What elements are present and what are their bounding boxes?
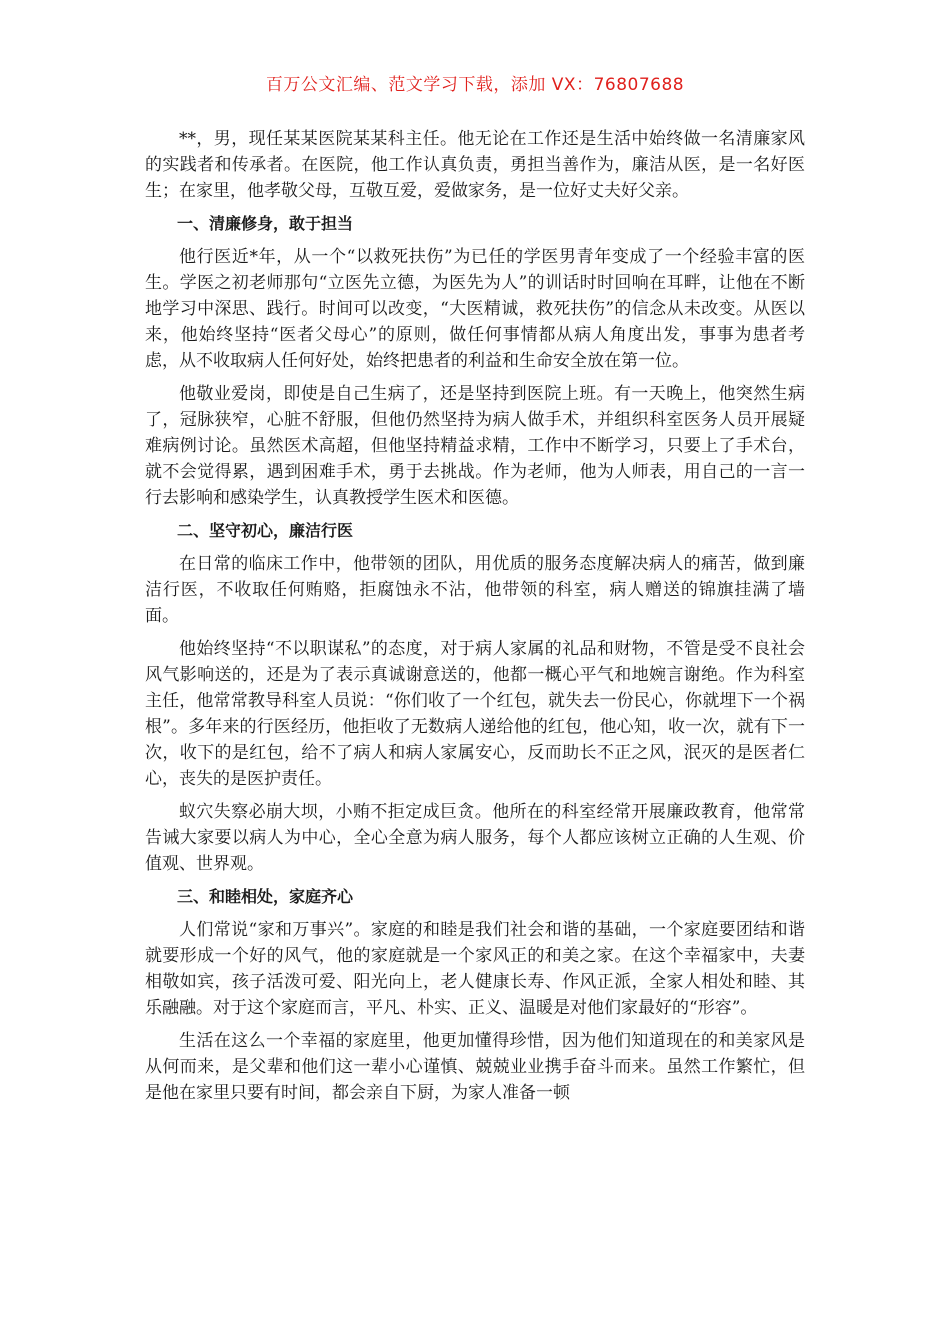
body-paragraph: 他敬业爱岗，即使是自己生病了，还是坚持到医院上班。有一天晚上，他突然生病了，冠脉狭窄，心脏不舒服，但他仍然坚持为病人做手术，并组织科室医务人员开展疑难病例讨论。虽然医术高超，但他坚持精益求精，工作中不断学习，只要上了手术台，就不会觉得累，遇到困难手术，勇于去挑战。作为老师，他为人师表，用自己的一言一行去影响和感染学生，认真教授学生医术和医德。 <box>145 384 805 508</box>
body-paragraph: 人们常说“家和万事兴”。家庭的和睦是我们社会和谐的基础，一个家庭要团结和谐就要形成一个好的风气，他的家庭就是一个家风正的和美之家。在这个幸福家中，夫妻相敬如宾，孩子活泼可爱、阳光向上，老人健康长寿、作风正派，全家人相处和睦、其乐融融。对于这个家庭而言，平凡、朴实、正义、温暖是对他们家最好的“形容”。 <box>145 920 805 1018</box>
body-paragraph: 生活在这么一个幸福的家庭里，他更加懂得珍惜，因为他们知道现在的和美家风是从何而来，是父辈和他们这一辈小心谨慎、兢兢业业携手奋斗而来。虽然工作繁忙，但是他在家里只要有时间，都会亲自下厨，为家人准备一顿 <box>145 1031 805 1103</box>
body-paragraph: 他行医近*年，从一个“以救死扶伤”为已任的学医男青年变成了一个经验丰富的医生。学医之初老师那句“立医先立德，为医先为人”的训话时时回响在耳畔，让他在不断地学习中深思、践行。时间可以改变，“大医精诚，救死扶伤”的信念从未改变。从医以来，他始终坚持“医者父母心”的原则，做任何事情都从病人角度出发，事事为患者考虑，从不收取病人任何好处，始终把患者的利益和生命安全放在第一位。 <box>145 247 805 371</box>
intro-paragraph: **，男，现任某某医院某某科主任。他无论在工作还是生活中始终做一名清廉家风的实践者和传承者。在医院，他工作认真负责，勇担当善作为，廉洁从医，是一名好医生；在家里，他孝敬父母，互敬互爱，爱做家务，是一位好丈夫好父亲。 <box>145 129 805 201</box>
section-heading-3: 三、和睦相处，家庭齐心 <box>177 887 354 906</box>
header-banner: 百万公文汇编、范文学习下载，添加 VX：76807688 <box>265 75 685 95</box>
body-paragraph: 在日常的临床工作中，他带领的团队，用优质的服务态度解决病人的痛苦，做到廉洁行医，不收取任何贿赂，拒腐蚀永不沾，他带领的科室，病人赠送的锦旗挂满了墙面。 <box>145 554 805 626</box>
section-heading-1: 一、清廉修身，敢于担当 <box>177 214 354 233</box>
document-body <box>145 126 805 1113</box>
body-paragraph: 蚁穴失察必崩大坝，小贿不拒定成巨贪。他所在的科室经常开展廉政教育，他常常告诫大家要以病人为中心，全心全意为病人服务，每个人都应该树立正确的人生观、价值观、世界观。 <box>145 802 805 874</box>
section-heading-2: 二、坚守初心，廉洁行医 <box>177 521 354 540</box>
body-paragraph: 他始终坚持“不以职谋私”的态度，对于病人家属的礼品和财物，不管是受不良社会风气影响送的，还是为了表示真诚谢意送的，他都一概心平气和地婉言谢绝。作为科室主任，他常常教导科室人员说：“你们收了一个红包，就失去一份民心，你就埋下一个祸根”。多年来的行医经历，他拒收了无数病人递给他的红包，他心知，收一次，就有下一次，收下的是红包，给不了病人和病人家属安心，反而助长不正之风，泯灭的是医者仁心，丧失的是医护责任。 <box>145 639 805 789</box>
